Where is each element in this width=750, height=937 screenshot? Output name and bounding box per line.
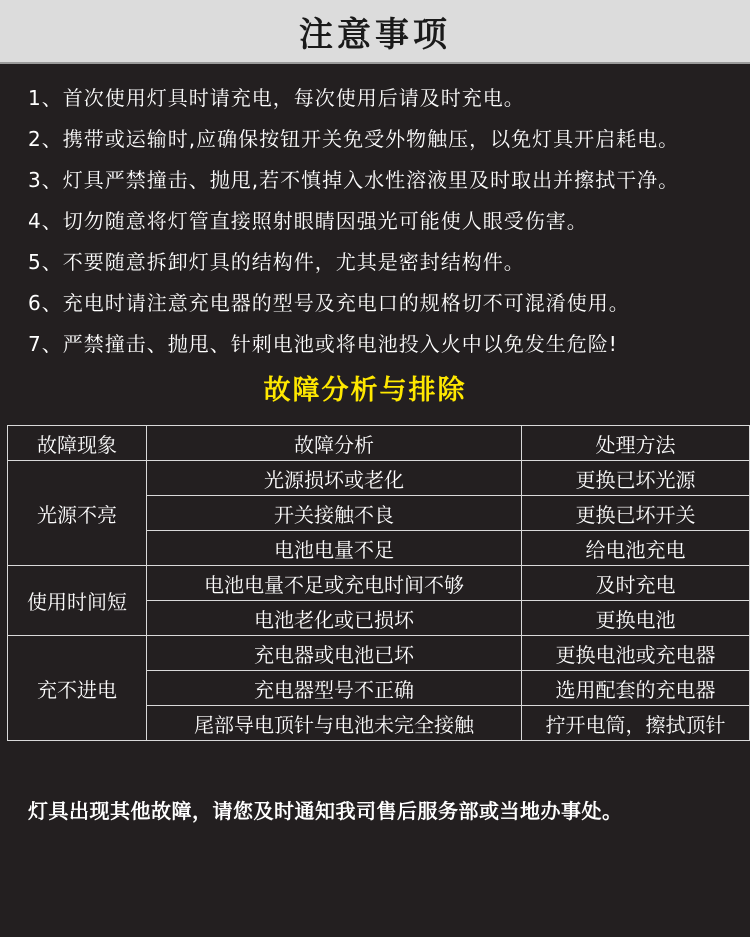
analysis-cell: 开关接触不良: [147, 496, 522, 531]
header-analysis: 故障分析: [147, 426, 522, 461]
method-cell: 及时充电: [522, 566, 750, 601]
method-cell: 更换电池或充电器: [522, 636, 750, 671]
table-row: [8, 461, 750, 496]
analysis-cell: 充电器型号不正确: [147, 671, 522, 706]
header-phenomenon: 故障现象: [8, 426, 147, 461]
table-row: [8, 566, 750, 601]
method-cell: 更换已坏开关: [522, 496, 750, 531]
footer-note: 灯具出现其他故障，请您及时通知我司售后服务部或当地办事处。: [28, 799, 623, 823]
section-title: 故障分析与排除: [263, 375, 467, 406]
phenomenon-cell: 使用时间短: [8, 566, 147, 636]
notice-item-7: 7、严禁撞击、抛甩、针刺电池或将电池投入火中以免发生危险!: [28, 332, 618, 356]
notice-item-4: 4、切勿随意将灯管直接照射眼睛因强光可能使人眼受伤害。: [28, 209, 588, 233]
notice-item-6: 6、充电时请注意充电器的型号及充电口的规格切不可混淆使用。: [28, 291, 630, 315]
fault-table: [7, 425, 750, 741]
phenomenon-cell: 光源不亮: [8, 461, 147, 566]
analysis-cell: 充电器或电池已坏: [147, 636, 522, 671]
notice-list: [28, 78, 744, 365]
notice-item-5: 5、不要随意拆卸灯具的结构件，尤其是密封结构件。: [28, 250, 525, 274]
page-title: 注意事项: [299, 14, 451, 55]
notice-item-3: 3、灯具严禁撞击、抛甩,若不慎掉入水性溶液里及时取出并擦拭干净。: [28, 168, 680, 192]
analysis-cell: 光源损坏或老化: [147, 461, 522, 496]
phenomenon-cell: 充不进电: [8, 636, 147, 741]
method-cell: 拧开电筒，擦拭顶针: [522, 706, 750, 741]
table-header-row: [8, 426, 750, 461]
analysis-cell: 电池老化或已损坏: [147, 601, 522, 636]
method-cell: 给电池充电: [522, 531, 750, 566]
analysis-cell: 电池电量不足或充电时间不够: [147, 566, 522, 601]
notice-item-1: 1、首次使用灯具时请充电，每次使用后请及时充电。: [28, 86, 525, 110]
method-cell: 选用配套的充电器: [522, 671, 750, 706]
analysis-cell: 尾部导电顶针与电池未完全接触: [147, 706, 522, 741]
method-cell: 更换电池: [522, 601, 750, 636]
header-method: 处理方法: [522, 426, 750, 461]
analysis-cell: 电池电量不足: [147, 531, 522, 566]
table-row: [8, 636, 750, 671]
notice-item-2: 2、携带或运输时,应确保按钮开关免受外物触压，以免灯具开启耗电。: [28, 127, 680, 151]
method-cell: 更换已坏光源: [522, 461, 750, 496]
header-bar: [0, 0, 750, 64]
